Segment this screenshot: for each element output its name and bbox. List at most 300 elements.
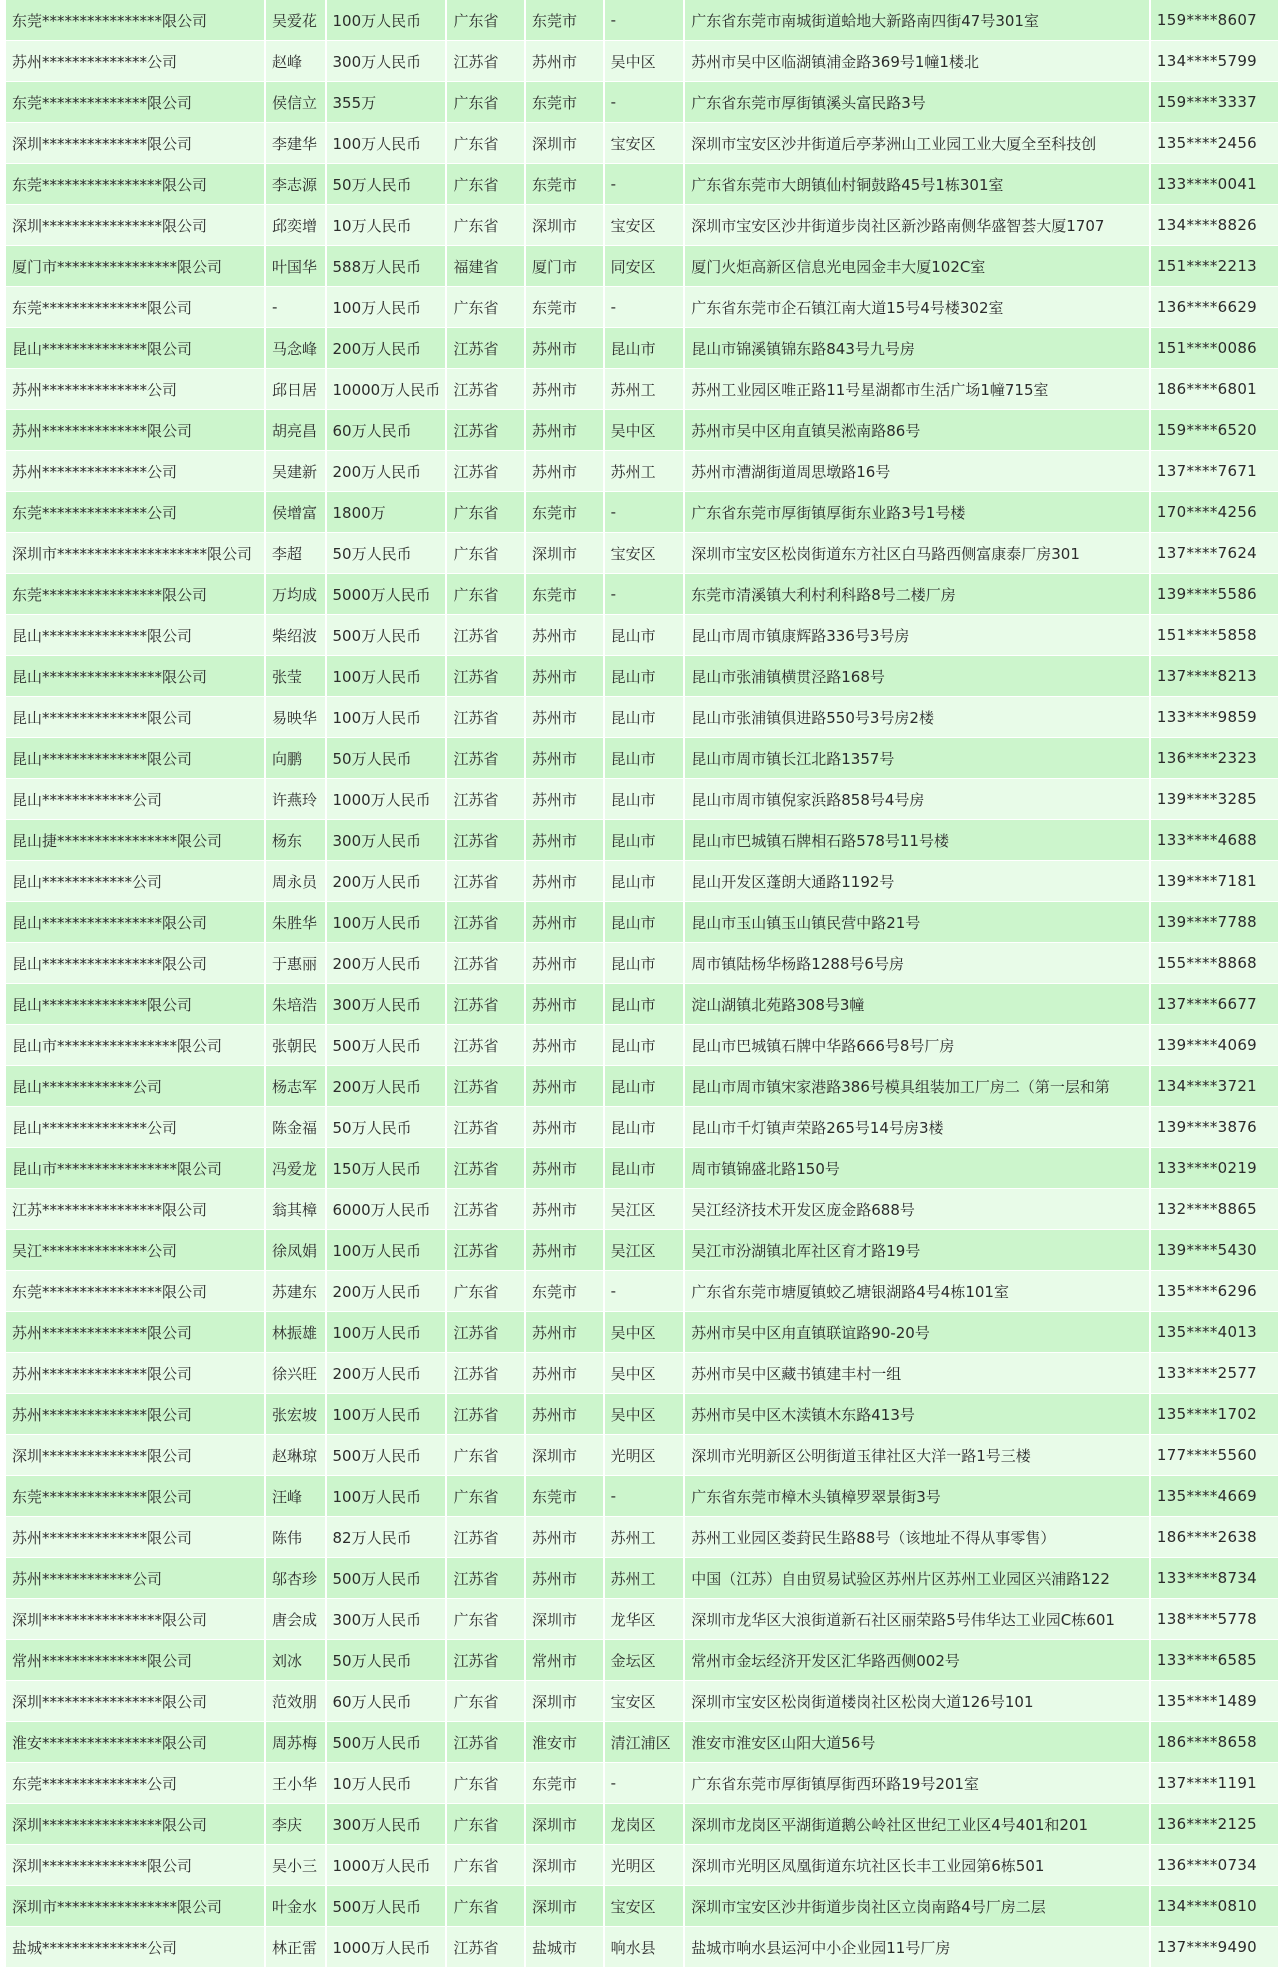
city-cell: 苏州市 <box>526 820 603 861</box>
district-cell: 昆山市 <box>605 697 684 738</box>
district-cell: 龙华区 <box>605 1599 684 1640</box>
address-cell: 广东省东莞市企石镇江南大道15号4号楼302室 <box>685 287 1149 328</box>
table-row <box>6 984 1278 1025</box>
phone-cell: 133****0041 <box>1151 164 1278 205</box>
registered-capital-cell: 50万人民币 <box>327 533 446 574</box>
company-name-cell: 苏州**************限公司 <box>6 410 264 451</box>
phone-cell: 133****2577 <box>1151 1353 1278 1394</box>
table-row <box>6 861 1278 902</box>
city-cell: 东莞市 <box>526 492 603 533</box>
city-cell: 东莞市 <box>526 164 603 205</box>
company-name-cell: 东莞**************公司 <box>6 1763 264 1804</box>
city-cell: 苏州市 <box>526 656 603 697</box>
legal-person-cell: 朱培浩 <box>266 984 324 1025</box>
legal-person-cell: 吴爱花 <box>266 0 324 41</box>
legal-person-cell: 张莹 <box>266 656 324 697</box>
legal-person-cell: 李志源 <box>266 164 324 205</box>
table-row <box>6 287 1278 328</box>
registered-capital-cell: 500万人民币 <box>327 1558 446 1599</box>
registered-capital-cell: 300万人民币 <box>327 41 446 82</box>
legal-person-cell: 朱胜华 <box>266 902 324 943</box>
company-name-cell: 深圳****************限公司 <box>6 1681 264 1722</box>
address-cell: 深圳市光明区凤凰街道东坑社区长丰工业园第6栋501 <box>685 1845 1149 1886</box>
province-cell: 江苏省 <box>447 902 524 943</box>
city-cell: 苏州市 <box>526 1353 603 1394</box>
city-cell: 苏州市 <box>526 1107 603 1148</box>
registered-capital-cell: 300万人民币 <box>327 984 446 1025</box>
registered-capital-cell: 5000万人民币 <box>327 574 446 615</box>
address-cell: 深圳市宝安区松岗街道楼岗社区松岗大道126号101 <box>685 1681 1149 1722</box>
company-name-cell: 东莞**************限公司 <box>6 82 264 123</box>
address-cell: 厦门火炬高新区信息光电园金丰大厦102C室 <box>685 246 1149 287</box>
district-cell: 响水县 <box>605 1927 684 1968</box>
city-cell: 深圳市 <box>526 205 603 246</box>
district-cell: 昆山市 <box>605 328 684 369</box>
province-cell: 江苏省 <box>447 697 524 738</box>
district-cell: 昆山市 <box>605 902 684 943</box>
legal-person-cell: 周苏梅 <box>266 1722 324 1763</box>
phone-cell: 136****0734 <box>1151 1845 1278 1886</box>
phone-cell: 133****8734 <box>1151 1558 1278 1599</box>
address-cell: 深圳市龙华区大浪街道新石社区丽荣路5号伟华达工业园C栋601 <box>685 1599 1149 1640</box>
registered-capital-cell: 100万人民币 <box>327 1476 446 1517</box>
city-cell: 东莞市 <box>526 287 603 328</box>
city-cell: 深圳市 <box>526 1435 603 1476</box>
address-cell: 周市镇锦盛北路150号 <box>685 1148 1149 1189</box>
legal-person-cell: - <box>266 287 324 328</box>
registered-capital-cell: 50万人民币 <box>327 164 446 205</box>
address-cell: 东莞市清溪镇大利村利科路8号二楼厂房 <box>685 574 1149 615</box>
province-cell: 江苏省 <box>447 984 524 1025</box>
address-cell: 广东省东莞市南城街道蛤地大新路南四街47号301室 <box>685 0 1149 41</box>
legal-person-cell: 林振雄 <box>266 1312 324 1353</box>
phone-cell: 135****4669 <box>1151 1476 1278 1517</box>
registered-capital-cell: 150万人民币 <box>327 1148 446 1189</box>
city-cell: 深圳市 <box>526 1804 603 1845</box>
legal-person-cell: 杨志军 <box>266 1066 324 1107</box>
city-cell: 厦门市 <box>526 246 603 287</box>
table-row <box>6 1599 1278 1640</box>
company-name-cell: 昆山捷****************限公司 <box>6 820 264 861</box>
company-name-cell: 昆山****************限公司 <box>6 656 264 697</box>
address-cell: 昆山市周市镇倪家浜路858号4号房 <box>685 779 1149 820</box>
city-cell: 苏州市 <box>526 861 603 902</box>
registered-capital-cell: 100万人民币 <box>327 697 446 738</box>
city-cell: 苏州市 <box>526 697 603 738</box>
table-row <box>6 1804 1278 1845</box>
district-cell: 昆山市 <box>605 984 684 1025</box>
phone-cell: 139****7181 <box>1151 861 1278 902</box>
legal-person-cell: 易映华 <box>266 697 324 738</box>
district-cell: - <box>605 492 684 533</box>
phone-cell: 170****4256 <box>1151 492 1278 533</box>
province-cell: 广东省 <box>447 1681 524 1722</box>
phone-cell: 137****1191 <box>1151 1763 1278 1804</box>
address-cell: 淮安市淮安区山阳大道56号 <box>685 1722 1149 1763</box>
phone-cell: 136****6629 <box>1151 287 1278 328</box>
city-cell: 盐城市 <box>526 1927 603 1968</box>
phone-cell: 151****2213 <box>1151 246 1278 287</box>
province-cell: 江苏省 <box>447 1722 524 1763</box>
city-cell: 苏州市 <box>526 1312 603 1353</box>
district-cell: 昆山市 <box>605 1148 684 1189</box>
legal-person-cell: 李庆 <box>266 1804 324 1845</box>
address-cell: 广东省东莞市厚街镇溪头富民路3号 <box>685 82 1149 123</box>
registered-capital-cell: 100万人民币 <box>327 902 446 943</box>
company-name-cell: 苏州**************限公司 <box>6 1312 264 1353</box>
registered-capital-cell: 300万人民币 <box>327 1804 446 1845</box>
province-cell: 江苏省 <box>447 861 524 902</box>
city-cell: 苏州市 <box>526 1517 603 1558</box>
city-cell: 苏州市 <box>526 615 603 656</box>
phone-cell: 139****3876 <box>1151 1107 1278 1148</box>
registered-capital-cell: 50万人民币 <box>327 1107 446 1148</box>
province-cell: 广东省 <box>447 1271 524 1312</box>
district-cell: 宝安区 <box>605 123 684 164</box>
company-name-cell: 苏州************公司 <box>6 1558 264 1599</box>
company-name-cell: 东莞****************限公司 <box>6 0 264 41</box>
legal-person-cell: 侯增富 <box>266 492 324 533</box>
registered-capital-cell: 100万人民币 <box>327 656 446 697</box>
registered-capital-cell: 500万人民币 <box>327 1722 446 1763</box>
company-name-cell: 深圳****************限公司 <box>6 1599 264 1640</box>
legal-person-cell: 唐会成 <box>266 1599 324 1640</box>
address-cell: 苏州市吴中区甪直镇联谊路90-20号 <box>685 1312 1149 1353</box>
table-row <box>6 779 1278 820</box>
phone-cell: 159****3337 <box>1151 82 1278 123</box>
district-cell: - <box>605 164 684 205</box>
table-row <box>6 533 1278 574</box>
company-name-cell: 昆山**************限公司 <box>6 738 264 779</box>
phone-cell: 133****4688 <box>1151 820 1278 861</box>
company-name-cell: 苏州**************公司 <box>6 369 264 410</box>
phone-cell: 139****5586 <box>1151 574 1278 615</box>
phone-cell: 137****9490 <box>1151 1927 1278 1968</box>
phone-cell: 133****6585 <box>1151 1640 1278 1681</box>
registered-capital-cell: 355万 <box>327 82 446 123</box>
company-name-cell: 昆山**************限公司 <box>6 328 264 369</box>
table-row <box>6 1558 1278 1599</box>
table-row <box>6 123 1278 164</box>
table-row <box>6 1148 1278 1189</box>
province-cell: 广东省 <box>447 574 524 615</box>
company-name-cell: 江苏****************限公司 <box>6 1189 264 1230</box>
province-cell: 江苏省 <box>447 1312 524 1353</box>
registered-capital-cell: 300万人民币 <box>327 820 446 861</box>
phone-cell: 139****7788 <box>1151 902 1278 943</box>
district-cell: 吴江区 <box>605 1189 684 1230</box>
province-cell: 江苏省 <box>447 328 524 369</box>
table-row <box>6 451 1278 492</box>
phone-cell: 135****2456 <box>1151 123 1278 164</box>
phone-cell: 186****8658 <box>1151 1722 1278 1763</box>
legal-person-cell: 邬杏珍 <box>266 1558 324 1599</box>
phone-cell: 186****2638 <box>1151 1517 1278 1558</box>
city-cell: 苏州市 <box>526 1394 603 1435</box>
city-cell: 东莞市 <box>526 0 603 41</box>
company-name-cell: 深圳市****************限公司 <box>6 1886 264 1927</box>
province-cell: 江苏省 <box>447 41 524 82</box>
address-cell: 昆山市周市镇宋家港路386号模具组装加工厂房二（第一层和第 <box>685 1066 1149 1107</box>
legal-person-cell: 汪峰 <box>266 1476 324 1517</box>
district-cell: 同安区 <box>605 246 684 287</box>
legal-person-cell: 徐兴旺 <box>266 1353 324 1394</box>
city-cell: 东莞市 <box>526 574 603 615</box>
registered-capital-cell: 200万人民币 <box>327 1066 446 1107</box>
province-cell: 广东省 <box>447 1476 524 1517</box>
company-name-cell: 淮安****************限公司 <box>6 1722 264 1763</box>
table-row <box>6 1025 1278 1066</box>
province-cell: 江苏省 <box>447 1107 524 1148</box>
registered-capital-cell: 6000万人民币 <box>327 1189 446 1230</box>
registered-capital-cell: 82万人民币 <box>327 1517 446 1558</box>
address-cell: 盐城市响水县运河中小企业园11号厂房 <box>685 1927 1149 1968</box>
district-cell: 昆山市 <box>605 779 684 820</box>
table-row <box>6 41 1278 82</box>
district-cell: 宝安区 <box>605 1886 684 1927</box>
address-cell: 周市镇陆杨华杨路1288号6号房 <box>685 943 1149 984</box>
table-row <box>6 1886 1278 1927</box>
phone-cell: 133****0219 <box>1151 1148 1278 1189</box>
table-row <box>6 1353 1278 1394</box>
province-cell: 福建省 <box>447 246 524 287</box>
table-row <box>6 164 1278 205</box>
address-cell: 昆山市巴城镇石牌相石路578号11号楼 <box>685 820 1149 861</box>
table-row <box>6 943 1278 984</box>
province-cell: 广东省 <box>447 287 524 328</box>
address-cell: 昆山市张浦镇横贯泾路168号 <box>685 656 1149 697</box>
registered-capital-cell: 100万人民币 <box>327 1312 446 1353</box>
address-cell: 昆山市周市镇长江北路1357号 <box>685 738 1149 779</box>
phone-cell: 155****8868 <box>1151 943 1278 984</box>
company-name-cell: 深圳**************限公司 <box>6 1845 264 1886</box>
address-cell: 苏州市吴中区木渎镇木东路413号 <box>685 1394 1149 1435</box>
city-cell: 苏州市 <box>526 1148 603 1189</box>
province-cell: 广东省 <box>447 1599 524 1640</box>
district-cell: 宝安区 <box>605 533 684 574</box>
company-name-cell: 深圳**************限公司 <box>6 1435 264 1476</box>
table-row <box>6 1476 1278 1517</box>
registered-capital-cell: 1800万 <box>327 492 446 533</box>
company-name-cell: 昆山市****************限公司 <box>6 1025 264 1066</box>
company-name-cell: 厦门市****************限公司 <box>6 246 264 287</box>
registered-capital-cell: 200万人民币 <box>327 1353 446 1394</box>
phone-cell: 137****7671 <box>1151 451 1278 492</box>
district-cell: 吴中区 <box>605 1353 684 1394</box>
address-cell: 深圳市宝安区沙井街道后亭茅洲山工业园工业大厦全至科技创 <box>685 123 1149 164</box>
table-row <box>6 1722 1278 1763</box>
legal-person-cell: 向鹏 <box>266 738 324 779</box>
address-cell: 吴江市汾湖镇北厍社区育才路19号 <box>685 1230 1149 1271</box>
address-cell: 深圳市光明新区公明街道玉律社区大洋一路1号三楼 <box>685 1435 1149 1476</box>
table-row <box>6 574 1278 615</box>
address-cell: 昆山开发区蓬朗大通路1192号 <box>685 861 1149 902</box>
legal-person-cell: 吴建新 <box>266 451 324 492</box>
phone-cell: 136****2323 <box>1151 738 1278 779</box>
registered-capital-cell: 100万人民币 <box>327 287 446 328</box>
table-row <box>6 1640 1278 1681</box>
legal-person-cell: 吴小三 <box>266 1845 324 1886</box>
phone-cell: 134****5799 <box>1151 41 1278 82</box>
registered-capital-cell: 200万人民币 <box>327 1271 446 1312</box>
city-cell: 苏州市 <box>526 1066 603 1107</box>
address-cell: 苏州工业园区唯正路11号星湖都市生活广场1幢715室 <box>685 369 1149 410</box>
district-cell: - <box>605 287 684 328</box>
district-cell: 清江浦区 <box>605 1722 684 1763</box>
company-table <box>4 0 1280 1968</box>
address-cell: 吴江经济技术开发区庞金路688号 <box>685 1189 1149 1230</box>
address-cell: 深圳市宝安区沙井街道步岗社区新沙路南侧华盛智荟大厦1707 <box>685 205 1149 246</box>
company-name-cell: 苏州**************公司 <box>6 41 264 82</box>
registered-capital-cell: 500万人民币 <box>327 1025 446 1066</box>
province-cell: 江苏省 <box>447 1066 524 1107</box>
address-cell: 昆山市周市镇康辉路336号3号房 <box>685 615 1149 656</box>
province-cell: 广东省 <box>447 533 524 574</box>
address-cell: 广东省东莞市樟木头镇樟罗翠景街3号 <box>685 1476 1149 1517</box>
registered-capital-cell: 588万人民币 <box>327 246 446 287</box>
city-cell: 苏州市 <box>526 984 603 1025</box>
province-cell: 江苏省 <box>447 451 524 492</box>
province-cell: 广东省 <box>447 1435 524 1476</box>
city-cell: 深圳市 <box>526 123 603 164</box>
company-name-cell: 深圳**************限公司 <box>6 123 264 164</box>
company-name-cell: 盐城**************公司 <box>6 1927 264 1968</box>
registered-capital-cell: 50万人民币 <box>327 738 446 779</box>
province-cell: 江苏省 <box>447 1025 524 1066</box>
address-cell: 苏州市吴中区临湖镇浦金路369号1幢1楼北 <box>685 41 1149 82</box>
phone-cell: 177****5560 <box>1151 1435 1278 1476</box>
phone-cell: 151****5858 <box>1151 615 1278 656</box>
city-cell: 东莞市 <box>526 82 603 123</box>
company-name-cell: 东莞**************限公司 <box>6 1476 264 1517</box>
province-cell: 广东省 <box>447 205 524 246</box>
address-cell: 深圳市宝安区松岗街道东方社区白马路西侧富康泰厂房301 <box>685 533 1149 574</box>
province-cell: 广东省 <box>447 164 524 205</box>
legal-person-cell: 胡亮昌 <box>266 410 324 451</box>
address-cell: 广东省东莞市塘厦镇蛟乙塘银湖路4号4栋101室 <box>685 1271 1149 1312</box>
address-cell: 淀山湖镇北苑路308号3幢 <box>685 984 1149 1025</box>
company-name-cell: 昆山************公司 <box>6 779 264 820</box>
city-cell: 苏州市 <box>526 328 603 369</box>
registered-capital-cell: 100万人民币 <box>327 123 446 164</box>
table-body <box>6 0 1278 1968</box>
table-row <box>6 0 1278 41</box>
table-row <box>6 328 1278 369</box>
district-cell: 吴江区 <box>605 1230 684 1271</box>
phone-cell: 135****1702 <box>1151 1394 1278 1435</box>
address-cell: 中国（江苏）自由贸易试验区苏州片区苏州工业园区兴浦路122 <box>685 1558 1149 1599</box>
company-name-cell: 苏州**************限公司 <box>6 1517 264 1558</box>
registered-capital-cell: 300万人民币 <box>327 1599 446 1640</box>
city-cell: 东莞市 <box>526 1763 603 1804</box>
district-cell: 吴中区 <box>605 1394 684 1435</box>
company-name-cell: 深圳****************限公司 <box>6 1804 264 1845</box>
province-cell: 江苏省 <box>447 1640 524 1681</box>
district-cell: 光明区 <box>605 1435 684 1476</box>
phone-cell: 186****6801 <box>1151 369 1278 410</box>
legal-person-cell: 李超 <box>266 533 324 574</box>
company-name-cell: 东莞**************限公司 <box>6 287 264 328</box>
province-cell: 江苏省 <box>447 1394 524 1435</box>
province-cell: 广东省 <box>447 1845 524 1886</box>
province-cell: 广东省 <box>447 1763 524 1804</box>
registered-capital-cell: 60万人民币 <box>327 1681 446 1722</box>
city-cell: 苏州市 <box>526 1025 603 1066</box>
city-cell: 苏州市 <box>526 1558 603 1599</box>
district-cell: - <box>605 0 684 41</box>
table-row <box>6 1066 1278 1107</box>
province-cell: 江苏省 <box>447 369 524 410</box>
province-cell: 广东省 <box>447 123 524 164</box>
phone-cell: 136****2125 <box>1151 1804 1278 1845</box>
province-cell: 广东省 <box>447 82 524 123</box>
city-cell: 苏州市 <box>526 369 603 410</box>
address-cell: 深圳市龙岗区平湖街道鹅公岭社区世纪工业区4号401和201 <box>685 1804 1149 1845</box>
city-cell: 苏州市 <box>526 779 603 820</box>
province-cell: 江苏省 <box>447 656 524 697</box>
city-cell: 深圳市 <box>526 1599 603 1640</box>
city-cell: 深圳市 <box>526 1845 603 1886</box>
phone-cell: 138****5778 <box>1151 1599 1278 1640</box>
table-row <box>6 1763 1278 1804</box>
registered-capital-cell: 10万人民币 <box>327 205 446 246</box>
district-cell: - <box>605 82 684 123</box>
province-cell: 江苏省 <box>447 1353 524 1394</box>
legal-person-cell: 林正雷 <box>266 1927 324 1968</box>
province-cell: 江苏省 <box>447 943 524 984</box>
district-cell: - <box>605 1476 684 1517</box>
company-name-cell: 苏州**************限公司 <box>6 1394 264 1435</box>
legal-person-cell: 马念峰 <box>266 328 324 369</box>
table-row <box>6 1517 1278 1558</box>
company-name-cell: 东莞****************限公司 <box>6 164 264 205</box>
phone-cell: 135****1489 <box>1151 1681 1278 1722</box>
registered-capital-cell: 10万人民币 <box>327 1763 446 1804</box>
district-cell: 昆山市 <box>605 820 684 861</box>
province-cell: 江苏省 <box>447 615 524 656</box>
address-cell: 苏州工业园区娄葑民生路88号（该地址不得从事零售） <box>685 1517 1149 1558</box>
registered-capital-cell: 500万人民币 <box>327 1886 446 1927</box>
company-name-cell: 昆山**************限公司 <box>6 615 264 656</box>
address-cell: 苏州市吴中区藏书镇建丰村一组 <box>685 1353 1149 1394</box>
address-cell: 广东省东莞市厚街镇厚街西环路19号201室 <box>685 1763 1149 1804</box>
company-name-cell: 昆山**************公司 <box>6 1107 264 1148</box>
district-cell: 苏州工 <box>605 451 684 492</box>
table-row <box>6 1271 1278 1312</box>
table-row <box>6 738 1278 779</box>
phone-cell: 135****4013 <box>1151 1312 1278 1353</box>
legal-person-cell: 叶金水 <box>266 1886 324 1927</box>
province-cell: 江苏省 <box>447 1558 524 1599</box>
legal-person-cell: 张宏坡 <box>266 1394 324 1435</box>
registered-capital-cell: 1000万人民币 <box>327 1845 446 1886</box>
phone-cell: 137****8213 <box>1151 656 1278 697</box>
province-cell: 江苏省 <box>447 779 524 820</box>
city-cell: 东莞市 <box>526 1271 603 1312</box>
city-cell: 苏州市 <box>526 451 603 492</box>
company-name-cell: 昆山**************限公司 <box>6 697 264 738</box>
legal-person-cell: 邱奕增 <box>266 205 324 246</box>
district-cell: 苏州工 <box>605 369 684 410</box>
table-row <box>6 1435 1278 1476</box>
district-cell: - <box>605 1763 684 1804</box>
city-cell: 苏州市 <box>526 738 603 779</box>
district-cell: 金坛区 <box>605 1640 684 1681</box>
table-row <box>6 820 1278 861</box>
district-cell: 宝安区 <box>605 205 684 246</box>
legal-person-cell: 赵峰 <box>266 41 324 82</box>
table-row <box>6 1845 1278 1886</box>
